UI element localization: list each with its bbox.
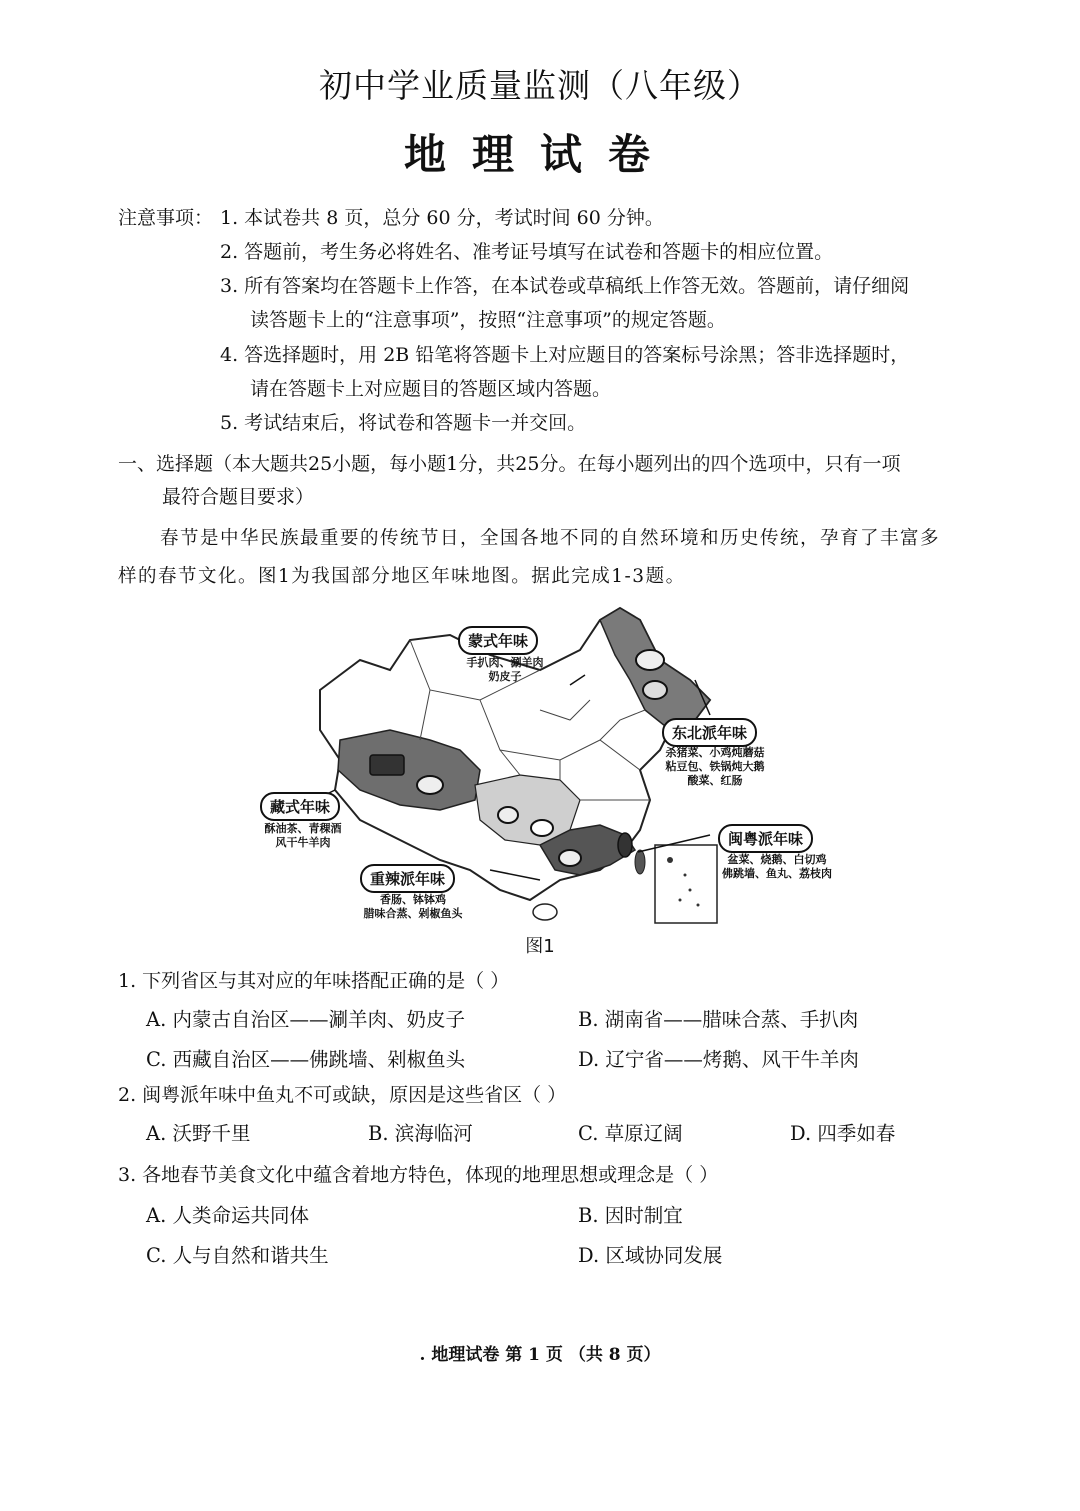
foods-tibetan	[248, 822, 358, 850]
page-footer: . 地理试卷 第 1 页 （共 8 页）	[419, 1345, 661, 1365]
food-line: 粘豆包、铁锅炖大鹅	[665, 760, 765, 773]
callout-tibetan: 藏式年味	[260, 792, 340, 821]
notes-label: 注意事项：	[118, 207, 214, 229]
note-item-3-cont: 读答题卡上的“注意事项”，按照“注意事项”的规定答题。	[250, 309, 726, 331]
figure-caption: 图1	[525, 936, 555, 957]
foods-northeast	[640, 746, 790, 788]
note-item-4-cont: 请在答题卡上对应题目的答题区域内答题。	[250, 378, 612, 400]
food-line: 杀猪菜、小鸡炖蘑菇	[665, 746, 765, 759]
q2-option-a: A. 沃野千里	[146, 1122, 251, 1145]
section-1-heading: 一、选择题（本大题共25小题，每小题1分，共25分。在每小题列出的四个选项中，只有一项	[118, 453, 901, 475]
sausage-icon	[498, 807, 518, 823]
food-line: 香肠、钵钵鸡	[380, 893, 446, 906]
chicken-icon	[559, 850, 581, 866]
food-line: 手扒肉、涮羊肉	[466, 656, 544, 669]
note-item-3: 3. 所有答案均在答题卡上作答，在本试卷或草稿纸上作答无效。答题前，请仔细阅	[220, 275, 910, 297]
callout-minyue: 闽粤派年味	[718, 824, 813, 853]
q3-option-b: B. 因时制宜	[578, 1204, 683, 1227]
question-3-stem: 3. 各地春节美食文化中蕴含着地方特色，体现的地理思想或理念是（ ）	[118, 1164, 719, 1186]
foods-mongolian	[450, 656, 560, 684]
plate-icon	[643, 681, 667, 699]
question-2-stem: 2. 闽粤派年味中鱼丸不可或缺，原因是这些省区（ ）	[118, 1084, 567, 1106]
hainan-island	[533, 904, 557, 920]
china-new-year-food-map	[240, 600, 860, 930]
q3-option-a: A. 人类命运共同体	[146, 1204, 309, 1227]
note-item-1: 1. 本试卷共 8 页，总分 60 分，考试时间 60 分钟。	[220, 207, 664, 229]
q2-option-d: D. 四季如春	[790, 1122, 896, 1145]
note-item-5: 5. 考试结束后，将试卷和答题卡一并交回。	[220, 412, 587, 434]
food-line: 佛跳墙、鱼丸、荔枝肉	[722, 867, 832, 880]
q1-option-a: A. 内蒙古自治区——涮羊肉、奶皮子	[146, 1008, 465, 1031]
q1-option-c: C. 西藏自治区——佛跳墙、剁椒鱼头	[146, 1048, 466, 1071]
fish-head-icon	[531, 820, 553, 836]
bowl-icon	[636, 650, 664, 670]
q2-option-b: B. 滨海临河	[368, 1122, 473, 1145]
food-line: 奶皮子	[488, 670, 522, 683]
q1-option-b: B. 湖南省——腊味合蒸、手扒肉	[578, 1008, 859, 1031]
intro-paragraph-cont: 样的春节文化。图1为我国部分地区年味地图。据此完成1-3题。	[118, 566, 686, 587]
q2-option-c: C. 草原辽阔	[578, 1122, 683, 1145]
exam-title: 地理试卷	[403, 130, 676, 179]
food-line: 腊味合蒸、剁椒鱼头	[363, 907, 463, 920]
foods-minyue	[702, 853, 852, 881]
tea-brick-icon	[370, 755, 404, 775]
exam-subtitle: 初中学业质量监测（八年级）	[319, 66, 761, 105]
food-line: 酸菜、红肠	[687, 774, 743, 787]
note-item-4: 4. 答选择题时，用 2B 铅笔将答题卡上对应题目的答案标号涂黑；答非选择题时，	[220, 344, 910, 366]
note-item-2: 2. 答题前，考生务必将姓名、准考证号填写在试卷和答题卡的相应位置。	[220, 241, 834, 263]
food-line: 酥油茶、青稞酒	[264, 822, 342, 835]
q3-option-c: C. 人与自然和谐共生	[146, 1244, 329, 1267]
meat-plate-icon	[417, 776, 443, 794]
callout-spicy: 重辣派年味	[360, 864, 455, 893]
food-line: 盆菜、烧鹅、白切鸡	[727, 853, 827, 866]
intro-paragraph: 春节是中华民族最重要的传统节日，全国各地不同的自然环境和历史传统，孕育了丰富多	[160, 528, 941, 549]
q1-option-d: D. 辽宁省——烤鹅、风干牛羊肉	[578, 1048, 859, 1071]
foods-spicy	[348, 893, 478, 921]
callout-mongolian: 蒙式年味	[458, 626, 538, 655]
callout-northeast: 东北派年味	[662, 718, 757, 747]
question-1-stem: 1. 下列省区与其对应的年味搭配正确的是（ ）	[118, 970, 510, 992]
q3-option-d: D. 区域协同发展	[578, 1244, 723, 1267]
taiwan-island	[635, 850, 645, 874]
pot-icon	[618, 833, 632, 857]
food-line: 风干牛羊肉	[275, 836, 331, 849]
section-1-heading-cont: 最符合题目要求）	[162, 486, 315, 508]
